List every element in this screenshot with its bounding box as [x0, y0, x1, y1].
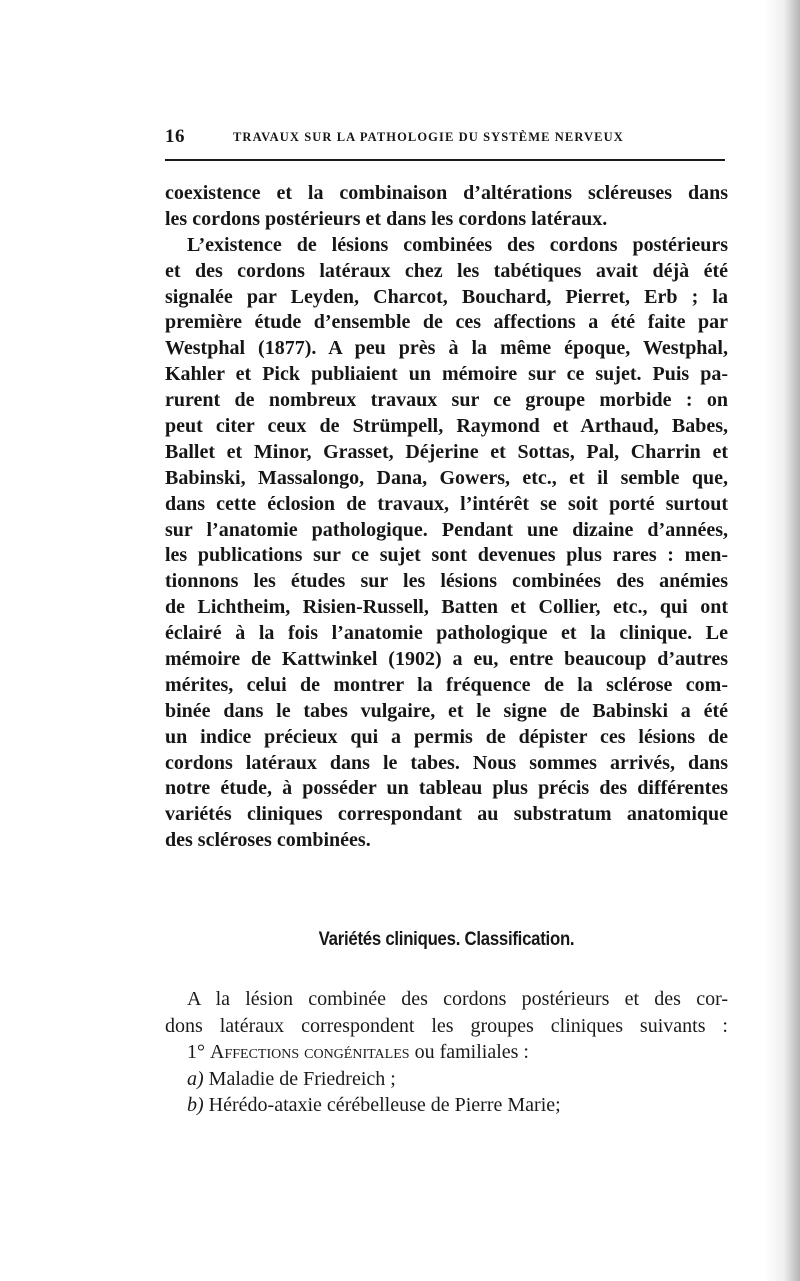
classification-section — [165, 986, 728, 1119]
list-item — [165, 1066, 728, 1093]
text-line: les cordons postérieurs et dans les cordons latéraux. — [165, 207, 608, 230]
text-line: de Lichtheim, Risien-Russell, Batten et Collier, etc., qui ont — [165, 596, 728, 619]
text-line: première étude d’ensemble de ces affections a été faite par — [165, 311, 728, 334]
item-number: 1° — [187, 1041, 205, 1063]
text-line: notre étude, à posséder un tableau plus précis des différentes — [165, 777, 728, 800]
item-marker: b) — [187, 1094, 204, 1116]
text-line: coexistence et la combinaison d’altérations scléreuses dans — [165, 182, 728, 204]
text-line: tionnons les études sur les lésions combinées des anémies — [165, 570, 728, 593]
text-line: un indice précieux qui a permis de dépister ces lésions de — [165, 725, 728, 748]
item-text: ou familiales : — [414, 1041, 529, 1063]
text-line: dons latéraux correspondent les groupes cliniques suivants : — [165, 1014, 728, 1037]
item-smallcaps-label: Affections congénitales — [210, 1041, 410, 1063]
text-line: cordons latéraux dans le tabes. Nous sommes arrivés, dans — [165, 751, 728, 774]
text-line: binée dans le tabes vulgaire, et le signe de Babinski a été — [165, 699, 728, 722]
list-item — [165, 1039, 728, 1066]
text-line: A la lésion combinée des cordons postérieurs et des cor- — [187, 988, 728, 1010]
page-header — [165, 126, 725, 152]
section-heading: Variétés cliniques. Classification. — [318, 928, 575, 950]
text-line: sur l’anatomie pathologique. Pendant une dizaine d’années, — [165, 518, 728, 541]
text-line: peut citer ceux de Strümpell, Raymond et Arthaud, Babes, — [165, 415, 728, 438]
item-text: Hérédo-ataxie cérébelleuse de Pierre Marie; — [208, 1094, 561, 1116]
text-line: Westphal (1877). A peu près à la même époque, Westphal, — [165, 337, 728, 360]
text-line: et des cordons latéraux chez les tabétiques avait déjà été — [165, 259, 728, 282]
text-line: variétés cliniques correspondant au substratum anatomique — [165, 803, 728, 826]
item-marker: a) — [187, 1067, 204, 1090]
text-line: mérites, celui de montrer la fréquence de la sclérose com- — [165, 673, 728, 696]
text-line: signalée par Leyden, Charcot, Bouchard, Pierret, Erb ; la — [165, 285, 728, 308]
text-line: rurent de nombreux travaux sur ce groupe morbide : on — [165, 389, 728, 412]
text-line: Babinski, Massalongo, Dana, Gowers, etc., et il semble que, — [165, 466, 728, 489]
running-title: TRAVAUX SUR LA PATHOLOGIE DU SYSTÈME NERVEUX — [233, 130, 624, 144]
header-rule — [165, 159, 725, 161]
text-line: dans cette éclosion de travaux, l’intérêt se soit porté surtout — [165, 492, 728, 515]
page-number: 16 — [165, 126, 185, 147]
text-line: des scléroses combinées. — [165, 829, 371, 852]
text-line: éclairé à la fois l’anatomie pathologique et la clinique. Le — [165, 622, 728, 645]
text-line: Ballet et Minor, Grasset, Déjerine et Sottas, Pal, Charrin et — [165, 440, 728, 463]
text-line: mémoire de Kattwinkel (1902) a eu, entre beaucoup d’autres — [165, 648, 728, 671]
text-line: Kahler et Pick publiaient un mémoire sur ce sujet. Puis pa- — [165, 363, 728, 386]
text-line: les publications sur ce sujet sont devenues plus rares : men- — [165, 544, 728, 567]
list-item — [165, 1092, 728, 1119]
page-edge-shadow — [764, 0, 800, 1281]
body-paragraphs — [165, 181, 728, 854]
item-text: Maladie de Friedreich ; — [208, 1067, 396, 1090]
text-line: L’existence de lésions combinées des cordons postérieurs — [187, 233, 728, 256]
